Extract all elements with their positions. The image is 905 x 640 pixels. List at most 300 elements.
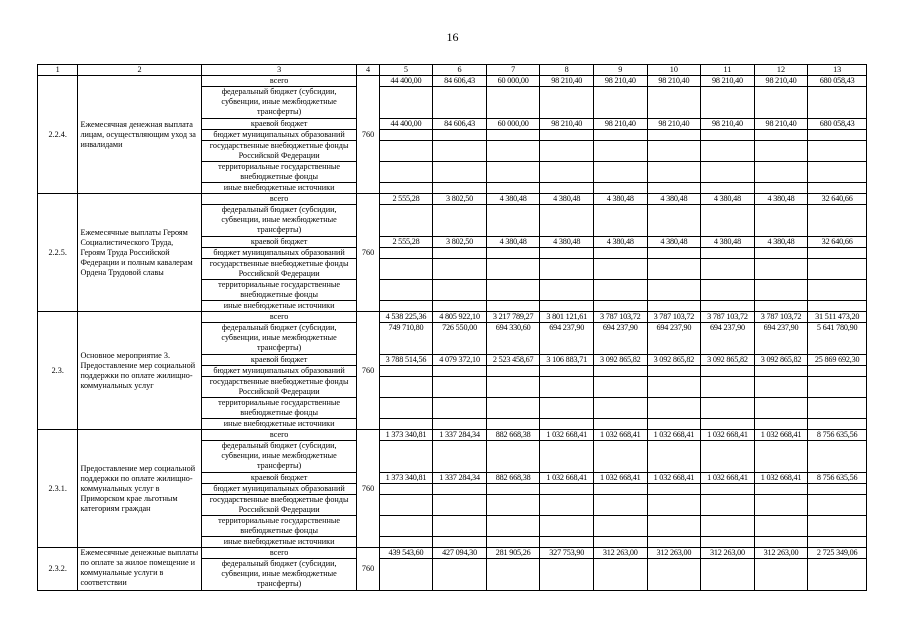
amount-cell (379, 280, 433, 301)
measure-name: Ежемесячные выплаты Героям Социалистического Труда, Героям Труда Российской Федерации и полным кавалерам Ордена Трудовой славы (78, 194, 201, 312)
amount-cell (701, 366, 755, 377)
amount-cell (754, 419, 808, 430)
funding-source: иные внебюджетные источники (201, 301, 357, 312)
amount-cell (594, 516, 648, 537)
amount-cell (647, 162, 701, 183)
amount-cell (379, 516, 433, 537)
amount-cell: 1 032 668,41 (754, 473, 808, 484)
amount-cell (379, 559, 433, 591)
amount-cell (647, 259, 701, 280)
amount-cell: 3 217 789,27 (486, 312, 540, 323)
amount-cell (433, 484, 487, 495)
amount-cell: 312 263,00 (594, 548, 648, 559)
amount-cell (433, 537, 487, 548)
measure-code: 2.2.4. (38, 76, 78, 194)
amount-cell (754, 495, 808, 516)
amount-cell (754, 205, 808, 237)
amount-cell: 60 000,00 (486, 76, 540, 87)
funding-source: территориальные государственные внебюджетные фонды (201, 398, 357, 419)
amount-cell (701, 183, 755, 194)
grbs-code: 760 (357, 194, 379, 312)
table-row (38, 548, 867, 559)
amount-cell (540, 419, 594, 430)
header-cell: 10 (647, 65, 701, 76)
amount-cell: 1 032 668,41 (754, 430, 808, 441)
amount-cell (701, 398, 755, 419)
amount-cell (701, 495, 755, 516)
measure-code: 2.2.5. (38, 194, 78, 312)
amount-cell: 1 337 284,34 (433, 473, 487, 484)
amount-cell: 4 380,48 (486, 194, 540, 205)
header-cell: 9 (594, 65, 648, 76)
amount-cell (701, 205, 755, 237)
amount-cell: 60 000,00 (486, 119, 540, 130)
amount-cell (594, 495, 648, 516)
amount-cell (701, 87, 755, 119)
funding-source: краевой бюджет (201, 119, 357, 130)
amount-cell (540, 377, 594, 398)
grbs-code: 760 (357, 76, 379, 194)
amount-cell (540, 259, 594, 280)
amount-cell (647, 141, 701, 162)
amount-cell (594, 484, 648, 495)
amount-cell (754, 280, 808, 301)
amount-cell (647, 484, 701, 495)
amount-cell (594, 377, 648, 398)
amount-cell (647, 280, 701, 301)
amount-cell (594, 162, 648, 183)
amount-cell: 312 263,00 (754, 548, 808, 559)
amount-cell: 3 092 865,82 (701, 355, 755, 366)
amount-cell: 694 237,90 (701, 323, 755, 355)
amount-cell (594, 248, 648, 259)
amount-cell: 25 869 692,30 (808, 355, 867, 366)
amount-cell: 4 538 225,36 (379, 312, 433, 323)
amount-cell (594, 205, 648, 237)
amount-cell: 3 788 514,56 (379, 355, 433, 366)
amount-cell (379, 377, 433, 398)
amount-cell: 98 210,40 (701, 76, 755, 87)
amount-cell: 84 606,43 (433, 76, 487, 87)
funding-source: иные внебюджетные источники (201, 183, 357, 194)
amount-cell: 312 263,00 (701, 548, 755, 559)
header-cell: 11 (701, 65, 755, 76)
amount-cell: 3 787 103,72 (701, 312, 755, 323)
amount-cell (808, 398, 867, 419)
amount-cell: 3 802,50 (433, 237, 487, 248)
amount-cell (754, 183, 808, 194)
table-row (38, 312, 867, 323)
amount-cell (647, 398, 701, 419)
amount-cell (379, 141, 433, 162)
amount-cell (647, 377, 701, 398)
amount-cell: 3 787 103,72 (647, 312, 701, 323)
amount-cell: 882 668,38 (486, 473, 540, 484)
amount-cell (754, 162, 808, 183)
amount-cell: 1 032 668,41 (540, 473, 594, 484)
header-row (38, 65, 867, 76)
amount-cell (754, 537, 808, 548)
measure-name: Ежемесячная денежная выплата лицам, осуществляющим уход за инвалидами (78, 76, 201, 194)
amount-cell: 4 380,48 (486, 237, 540, 248)
amount-cell: 1 032 668,41 (594, 430, 648, 441)
amount-cell (379, 87, 433, 119)
amount-cell (754, 366, 808, 377)
amount-cell (754, 484, 808, 495)
amount-cell (808, 183, 867, 194)
funding-source: федеральный бюджет (субсидии, субвенции, иные межбюджетные трансферты) (201, 559, 357, 591)
amount-cell (701, 301, 755, 312)
funding-source: всего (201, 312, 357, 323)
amount-cell (701, 248, 755, 259)
amount-cell (540, 484, 594, 495)
measure-code: 2.3.1. (38, 430, 78, 548)
amount-cell: 694 237,90 (754, 323, 808, 355)
funding-source: всего (201, 430, 357, 441)
amount-cell (540, 537, 594, 548)
amount-cell (647, 516, 701, 537)
amount-cell: 281 905,26 (486, 548, 540, 559)
amount-cell (540, 366, 594, 377)
funding-source: территориальные государственные внебюджетные фонды (201, 516, 357, 537)
amount-cell (647, 559, 701, 591)
amount-cell (594, 537, 648, 548)
amount-cell: 1 373 340,81 (379, 430, 433, 441)
amount-cell: 1 032 668,41 (540, 430, 594, 441)
amount-cell (486, 162, 540, 183)
amount-cell: 1 032 668,41 (701, 473, 755, 484)
amount-cell (808, 259, 867, 280)
amount-cell: 8 756 635,56 (808, 430, 867, 441)
amount-cell (433, 205, 487, 237)
amount-cell: 4 380,48 (647, 237, 701, 248)
amount-cell (594, 398, 648, 419)
amount-cell (701, 484, 755, 495)
amount-cell (379, 484, 433, 495)
amount-cell: 32 640,66 (808, 237, 867, 248)
amount-cell (754, 559, 808, 591)
amount-cell (808, 516, 867, 537)
header-cell: 12 (754, 65, 808, 76)
amount-cell (754, 259, 808, 280)
amount-cell (486, 141, 540, 162)
amount-cell (594, 441, 648, 473)
funding-source: федеральный бюджет (субсидии, субвенции, иные межбюджетные трансферты) (201, 205, 357, 237)
amount-cell: 694 330,60 (486, 323, 540, 355)
measure-name: Основное мероприятие 3. Предоставление мер социальной поддержки по оплате жилищно-коммунальных услуг (78, 312, 201, 430)
amount-cell (486, 484, 540, 495)
amount-cell: 3 092 865,82 (594, 355, 648, 366)
amount-cell: 84 606,43 (433, 119, 487, 130)
amount-cell: 8 756 635,56 (808, 473, 867, 484)
amount-cell: 98 210,40 (540, 119, 594, 130)
funding-source: бюджет муниципальных образований (201, 366, 357, 377)
amount-cell (594, 259, 648, 280)
amount-cell (379, 441, 433, 473)
amount-cell (701, 559, 755, 591)
amount-cell: 31 511 473,20 (808, 312, 867, 323)
amount-cell (486, 248, 540, 259)
funding-source: всего (201, 76, 357, 87)
amount-cell (701, 259, 755, 280)
funding-source: краевой бюджет (201, 237, 357, 248)
amount-cell (486, 537, 540, 548)
amount-cell: 32 640,66 (808, 194, 867, 205)
amount-cell (433, 130, 487, 141)
amount-cell: 4 805 922,10 (433, 312, 487, 323)
amount-cell (594, 301, 648, 312)
amount-cell (540, 495, 594, 516)
amount-cell (701, 377, 755, 398)
amount-cell (540, 141, 594, 162)
amount-cell (379, 301, 433, 312)
amount-cell: 1 032 668,41 (647, 430, 701, 441)
amount-cell (647, 205, 701, 237)
amount-cell (754, 441, 808, 473)
amount-cell: 439 543,60 (379, 548, 433, 559)
amount-cell: 4 380,48 (701, 194, 755, 205)
amount-cell (754, 398, 808, 419)
amount-cell: 5 641 780,90 (808, 323, 867, 355)
funding-source: всего (201, 548, 357, 559)
amount-cell (647, 87, 701, 119)
amount-cell: 3 106 883,71 (540, 355, 594, 366)
funding-source: государственные внебюджетные фонды Российской Федерации (201, 141, 357, 162)
amount-cell (540, 130, 594, 141)
amount-cell (594, 419, 648, 430)
amount-cell (808, 301, 867, 312)
amount-cell (379, 162, 433, 183)
amount-cell: 4 380,48 (594, 194, 648, 205)
amount-cell (433, 280, 487, 301)
table-row (38, 194, 867, 205)
amount-cell (540, 441, 594, 473)
grbs-code: 760 (357, 430, 379, 548)
amount-cell (486, 280, 540, 301)
amount-cell: 312 263,00 (647, 548, 701, 559)
amount-cell (486, 130, 540, 141)
amount-cell: 4 380,48 (754, 194, 808, 205)
amount-cell (808, 248, 867, 259)
amount-cell: 1 032 668,41 (647, 473, 701, 484)
amount-cell: 694 237,90 (594, 323, 648, 355)
amount-cell (701, 441, 755, 473)
amount-cell (754, 248, 808, 259)
measure-name: Ежемесячные денежные выплаты по оплате за жилое помещение и коммунальные услуги в соответствии (78, 548, 201, 591)
amount-cell (594, 87, 648, 119)
amount-cell: 4 380,48 (701, 237, 755, 248)
amount-cell: 3 802,50 (433, 194, 487, 205)
amount-cell (701, 280, 755, 301)
amount-cell: 4 079 372,10 (433, 355, 487, 366)
amount-cell (379, 398, 433, 419)
amount-cell (540, 162, 594, 183)
amount-cell (379, 183, 433, 194)
table-row (38, 76, 867, 87)
amount-cell (701, 141, 755, 162)
amount-cell: 680 058,43 (808, 76, 867, 87)
amount-cell (379, 537, 433, 548)
amount-cell (594, 130, 648, 141)
amount-cell (754, 87, 808, 119)
amount-cell (540, 248, 594, 259)
measure-code: 2.3. (38, 312, 78, 430)
amount-cell (808, 377, 867, 398)
amount-cell (379, 130, 433, 141)
amount-cell (540, 398, 594, 419)
amount-cell (594, 183, 648, 194)
amount-cell (379, 366, 433, 377)
amount-cell (647, 130, 701, 141)
amount-cell: 2 725 349,06 (808, 548, 867, 559)
funding-source: федеральный бюджет (субсидии, субвенции, иные межбюджетные трансферты) (201, 87, 357, 119)
amount-cell (808, 130, 867, 141)
amount-cell: 98 210,40 (647, 119, 701, 130)
amount-cell (808, 366, 867, 377)
amount-cell (647, 183, 701, 194)
amount-cell (754, 301, 808, 312)
amount-cell (540, 87, 594, 119)
amount-cell (808, 280, 867, 301)
amount-cell (701, 419, 755, 430)
measure-code: 2.3.2. (38, 548, 78, 591)
header-cell: 6 (433, 65, 487, 76)
amount-cell (808, 205, 867, 237)
amount-cell (540, 280, 594, 301)
amount-cell (808, 559, 867, 591)
amount-cell (754, 377, 808, 398)
funding-source: всего (201, 194, 357, 205)
amount-cell: 4 380,48 (540, 194, 594, 205)
table-body (38, 65, 867, 591)
amount-cell (433, 441, 487, 473)
page-number: 16 (446, 30, 459, 44)
header-cell: 8 (540, 65, 594, 76)
amount-cell (701, 537, 755, 548)
amount-cell: 3 092 865,82 (754, 355, 808, 366)
amount-cell (808, 419, 867, 430)
amount-cell (433, 162, 487, 183)
amount-cell (808, 141, 867, 162)
amount-cell (594, 280, 648, 301)
amount-cell: 4 380,48 (647, 194, 701, 205)
funding-source: краевой бюджет (201, 355, 357, 366)
funding-source: государственные внебюджетные фонды Российской Федерации (201, 259, 357, 280)
amount-cell (486, 87, 540, 119)
amount-cell (808, 162, 867, 183)
amount-cell: 3 787 103,72 (754, 312, 808, 323)
amount-cell (808, 495, 867, 516)
amount-cell: 2 523 458,67 (486, 355, 540, 366)
amount-cell (540, 559, 594, 591)
amount-cell: 98 210,40 (594, 76, 648, 87)
amount-cell (754, 130, 808, 141)
funding-source: бюджет муниципальных образований (201, 130, 357, 141)
amount-cell: 98 210,40 (647, 76, 701, 87)
amount-cell (433, 301, 487, 312)
amount-cell: 98 210,40 (594, 119, 648, 130)
amount-cell (486, 516, 540, 537)
header-cell: 5 (379, 65, 433, 76)
funding-source: бюджет муниципальных образований (201, 248, 357, 259)
funding-source: государственные внебюджетные фонды Российской Федерации (201, 377, 357, 398)
amount-cell (486, 301, 540, 312)
amount-cell (754, 516, 808, 537)
amount-cell (433, 419, 487, 430)
amount-cell (379, 495, 433, 516)
amount-cell: 1 032 668,41 (594, 473, 648, 484)
amount-cell (701, 516, 755, 537)
amount-cell: 3 787 103,72 (594, 312, 648, 323)
funding-source: территориальные государственные внебюджетные фонды (201, 280, 357, 301)
amount-cell (486, 398, 540, 419)
amount-cell (379, 259, 433, 280)
amount-cell (433, 495, 487, 516)
amount-cell (647, 248, 701, 259)
amount-cell (594, 141, 648, 162)
amount-cell (379, 205, 433, 237)
amount-cell (647, 419, 701, 430)
amount-cell (486, 183, 540, 194)
amount-cell (433, 398, 487, 419)
amount-cell: 1 373 340,81 (379, 473, 433, 484)
amount-cell (433, 259, 487, 280)
amount-cell (486, 441, 540, 473)
amount-cell (433, 516, 487, 537)
amount-cell (486, 419, 540, 430)
funding-source: иные внебюджетные источники (201, 537, 357, 548)
amount-cell (433, 87, 487, 119)
header-cell: 1 (38, 65, 78, 76)
grbs-code: 760 (357, 312, 379, 430)
table-row (38, 430, 867, 441)
amount-cell (433, 183, 487, 194)
amount-cell (486, 559, 540, 591)
amount-cell (808, 441, 867, 473)
amount-cell: 98 210,40 (701, 119, 755, 130)
amount-cell: 4 380,48 (540, 237, 594, 248)
header-cell: 4 (357, 65, 379, 76)
header-cell: 2 (78, 65, 201, 76)
amount-cell: 98 210,40 (540, 76, 594, 87)
amount-cell (701, 130, 755, 141)
amount-cell (433, 366, 487, 377)
amount-cell (647, 301, 701, 312)
amount-cell: 2 555,28 (379, 194, 433, 205)
amount-cell: 726 550,00 (433, 323, 487, 355)
amount-cell (540, 205, 594, 237)
amount-cell: 1 032 668,41 (701, 430, 755, 441)
amount-cell: 694 237,90 (647, 323, 701, 355)
amount-cell (594, 559, 648, 591)
amount-cell: 327 753,90 (540, 548, 594, 559)
amount-cell: 4 380,48 (594, 237, 648, 248)
header-cell: 7 (486, 65, 540, 76)
amount-cell (379, 248, 433, 259)
amount-cell: 98 210,40 (754, 119, 808, 130)
amount-cell (486, 377, 540, 398)
amount-cell: 427 094,30 (433, 548, 487, 559)
amount-cell (808, 537, 867, 548)
funding-source: государственные внебюджетные фонды Российской Федерации (201, 495, 357, 516)
amount-cell (433, 377, 487, 398)
measure-name: Предоставление мер социальной поддержки по оплате жилищно-коммунальных услуг в Приморском крае льготным категориям граждан (78, 430, 201, 548)
amount-cell (433, 248, 487, 259)
amount-cell (540, 301, 594, 312)
header-cell: 3 (201, 65, 357, 76)
funding-source: федеральный бюджет (субсидии, субвенции, иные межбюджетные трансферты) (201, 441, 357, 473)
funding-source: бюджет муниципальных образований (201, 484, 357, 495)
